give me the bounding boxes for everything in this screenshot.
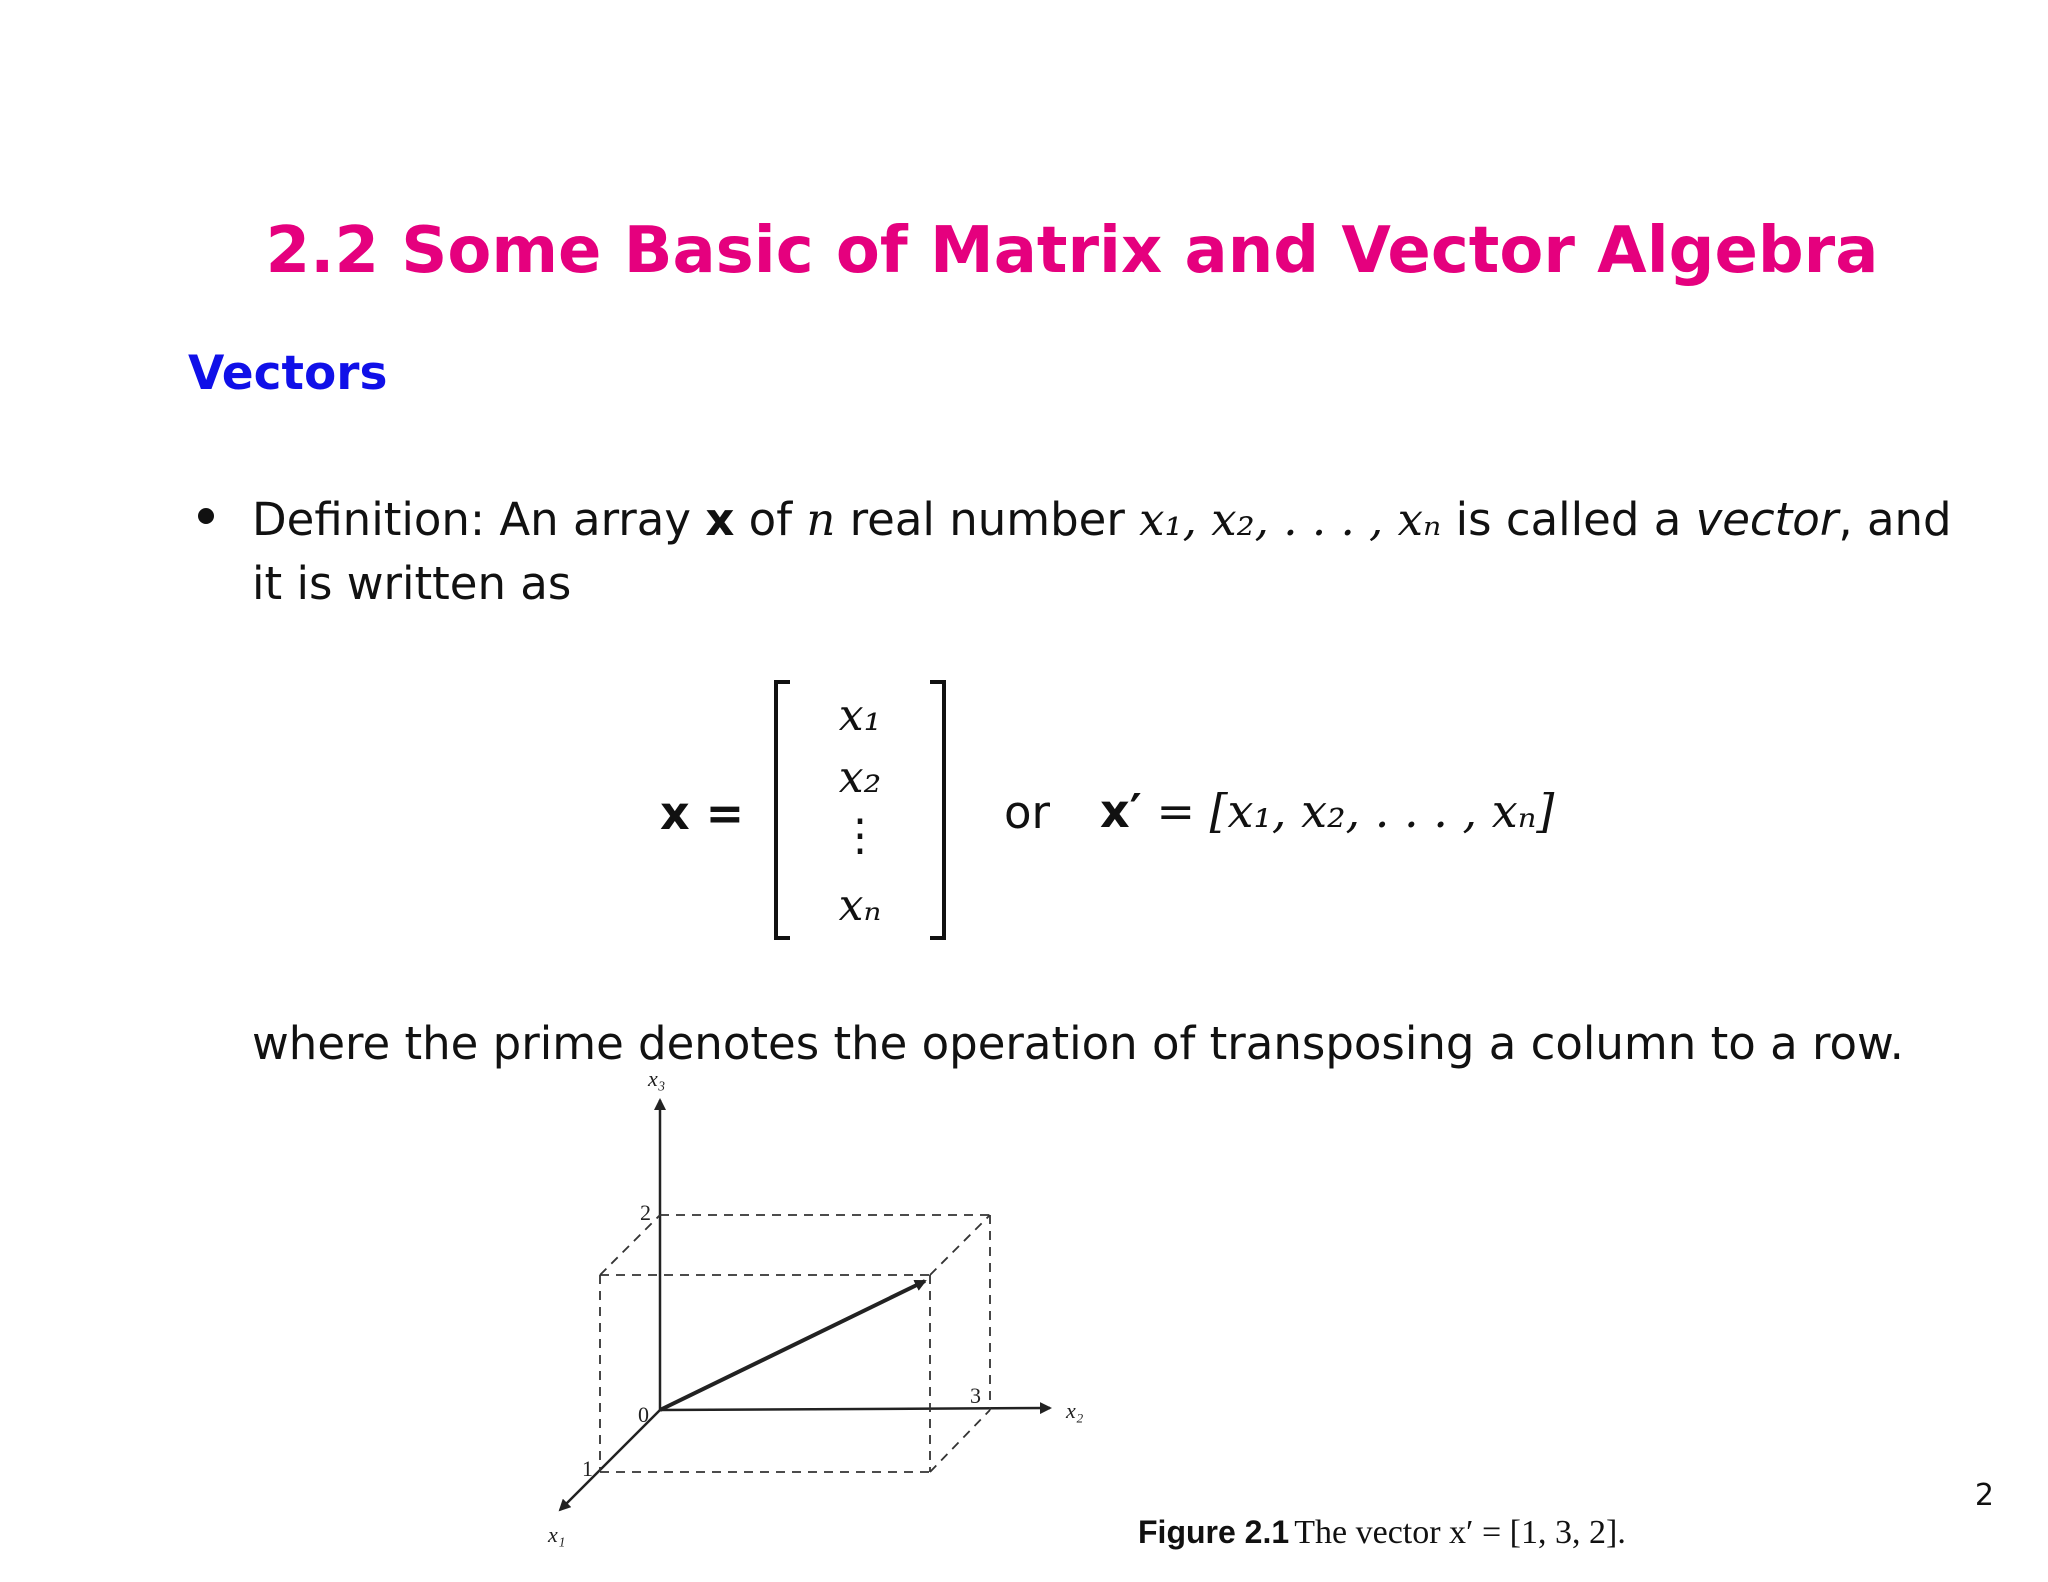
equation-rhs [1100,784,1554,838]
vector-symbol: x [705,493,735,546]
n-symbol: n [806,493,836,546]
definition-text: , and [1838,493,1952,546]
lhs-expression: x = [660,786,745,840]
rhs-expression: = [x₁, x₂, . . . , xₙ] [1156,784,1555,838]
left-bracket [776,682,790,938]
vector-figure [520,1070,1120,1570]
x2-axis-label: x₂ [1066,1398,1084,1423]
column-entry: x₂ [838,752,882,803]
caption-label: Figure 2.1 [1138,1514,1290,1550]
x3-tick-label: 2 [640,1200,651,1225]
figure-caption [1138,1514,1626,1552]
page-number: 2 [1974,1478,1994,1513]
vector-arrow [660,1281,925,1410]
column-entry: xₙ [838,880,882,931]
x1-axis-label: x₁ [548,1522,566,1547]
x2-tick-label: 3 [970,1383,981,1408]
definition-line-2: it is written as [252,557,572,610]
column-entry: ⋮ [838,810,882,861]
definition-text: real number [849,493,1125,546]
column-entry: x₁ [838,690,882,741]
x2-axis [660,1408,1050,1410]
right-bracket [930,682,944,938]
definition-lead: Definition: [252,493,486,546]
x3-axis-label: x₃ [648,1070,666,1091]
or-word: or [1004,786,1051,839]
origin-label: 0 [638,1402,649,1427]
after-text: where the prime denotes the operation of transposing a column to a row. [252,1017,1904,1070]
section-heading: Vectors [188,346,388,401]
bullet-icon [198,508,214,524]
definition-text: An array [499,493,691,546]
definition-line-1 [252,488,1972,552]
page-title: 2.2 Some Basic of Matrix and Vector Algebra [265,214,1879,288]
sequence-expression: x₁, x₂, . . . , xₙ [1139,493,1442,546]
equation-lhs [660,786,744,840]
transpose-symbol: x′ [1100,784,1142,838]
definition-text: of [748,493,793,546]
caption-text: The vector x′ = [1, 3, 2]. [1294,1514,1626,1551]
definition-text: is called a [1455,493,1682,546]
vector-term: vector [1695,493,1839,546]
x1-tick-label: 1 [582,1456,593,1481]
